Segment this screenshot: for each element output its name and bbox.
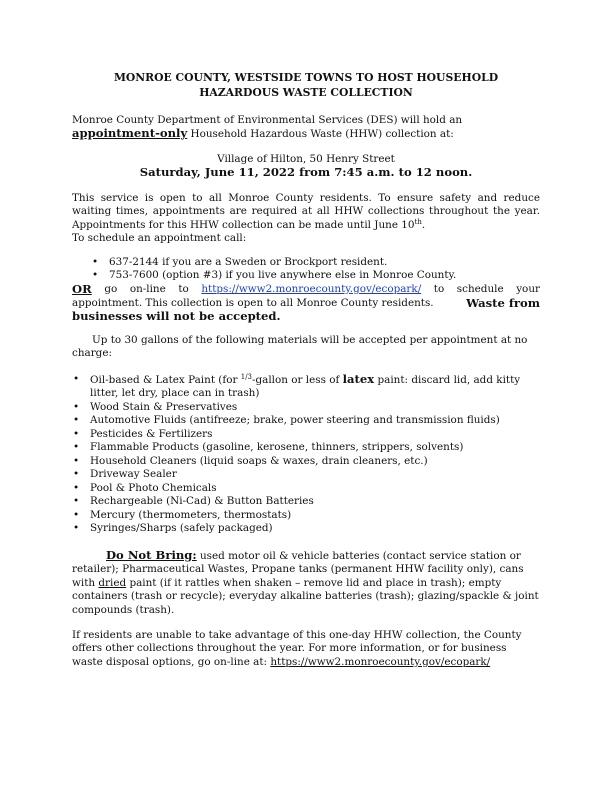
online-word: schedule [456,283,504,295]
appointment-text: appointment. This collection is open to all Monroe County residents. [72,297,434,309]
intro-paragraph [72,114,540,142]
footer-ecopark-link[interactable]: https://www2.monroecounty.gov/ecopark/ [270,655,491,668]
do-not-bring-text-b: paint (if it rattles when shaken – remove lid and place in trash); empty containers (trash or recycle); everyday alkaline batteries (trash); glazing/spackle & joint compounds (trash). [72,576,539,616]
event-datetime: Saturday, June 11, 2022 from 7:45 a.m. to 12 noon. [139,165,473,180]
online-line [72,283,540,296]
material-item: • Driveway Sealer [72,468,542,481]
paint-text-c: paint: discard lid, add kitty litter, let dry, place can in trash) [90,374,521,400]
material-item: • Syringes/Sharps (safely packaged) [72,522,542,535]
gallons-line-1: Up to 30 gallons of the following materials will be accepted per appointment at no [92,334,528,346]
ecopark-link[interactable]: https://www2.monroecounty.gov/ecopark/ [201,283,422,295]
online-word: to [433,283,445,295]
page-title [72,71,540,100]
latex-emphasis: latex [342,372,375,386]
or-label: OR [72,282,92,296]
business-warning-b: businesses will not be accepted. [72,309,281,323]
online-word: go [104,283,118,295]
title-line-2: HAZARDOUS WASTE COLLECTION [199,85,413,99]
phone-item: • 753-7600 (option #3) if you live anywhere else in Monroe County. [92,269,540,282]
service-text: This service is open to all Monroe County residents. To ensure safety and reduce waiting times, appointments are required at all HHW collections throughout the year. Appointments for this HHW collection can be made until June 10 [72,192,540,231]
appointment-only-emphasis: appointment-only [72,126,188,141]
material-item: • Automotive Fluids (antifreeze; brake, power steering and transmission fluids) [72,414,542,427]
event-details [72,153,540,180]
material-item: • Flammable Products (gasoline, kerosene, thinners, strippers, solvents) [72,441,542,454]
do-not-bring-paragraph [72,549,540,617]
gallons-line-2: charge: [72,347,112,360]
online-word: to [178,283,189,295]
material-item: • Household Cleaners (liquid soaps & waxes, drain cleaners, etc.) [72,455,542,468]
do-not-bring-text-a: used motor oil & vehicle batteries (contact service station or retailer); Pharmaceutical Wastes, Propane tanks (permanent HHW facility only), cans with [72,550,524,589]
service-superscript: th [414,217,422,226]
online-word: your [516,283,540,295]
material-item: • Wood Stain & Preservatives [72,401,542,414]
service-period: . [421,218,426,231]
intro-line-2 [72,127,540,141]
gallons-paragraph [72,334,540,361]
intro-line-1: Monroe County Department of Environmental Services (DES) will hold an [72,114,463,126]
business-warning-a: Waste from [466,296,540,310]
material-item: • Pool & Photo Chemicals [72,482,542,495]
footer-text: If residents are unable to take advantage of this one-day HHW collection, the County offers other collections throughout the year. For more information, or for business waste disposal options, go on-line at: [72,629,522,668]
service-paragraph [72,192,540,246]
material-item: • Mercury (thermometers, thermostats) [72,509,542,522]
event-location: Village of Hilton, 50 Henry Street [217,153,395,165]
material-item: • Rechargeable (Ni-Cad) & Button Batteries [72,495,542,508]
do-not-bring-label: Do Not Bring: [106,548,197,562]
material-item [72,373,542,401]
paint-text-b: -gallon or less of [252,374,343,386]
online-word: on-line [129,283,166,295]
phone-item: • 637-2144 if you are a Sweden or Brockport resident. [92,256,540,269]
footer-paragraph [72,629,540,669]
intro-line-2-text: Household Hazardous Waste (HHW) collection at: [187,128,454,141]
title-line-1: MONROE COUNTY, WESTSIDE TOWNS TO HOST HOUSEHOLD [113,71,499,84]
paint-text-a: Oil-based & Latex Paint (for [90,374,241,386]
phone-list [92,256,540,283]
materials-list [72,373,542,535]
dried-emphasis: dried [98,576,127,589]
schedule-line: To schedule an appointment call: [72,232,247,245]
material-item: • Pesticides & Fertilizers [72,428,542,441]
paint-fraction: 1/3 [240,373,252,381]
